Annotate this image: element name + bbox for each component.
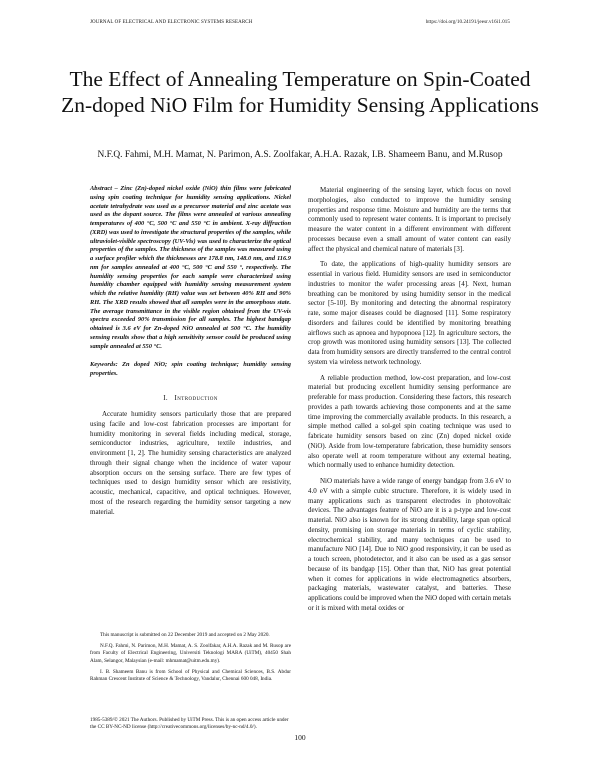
left-column xyxy=(90,185,291,517)
footnote-affiliation-crescent: I. B. Shameem Banu is from School of Physical and Chemical Sciences, B.S. Abdur Rahman Crescent Institute of Science & Technology, Vandalur, Chennai 600 048, India. xyxy=(90,668,291,683)
abstract: Abstract – Zinc (Zn)-doped nickel oxide (NiO) thin films were fabricated using spin coating technique for humidity sensing applications. Nickel acetate tetrahydrate was used as a precursor material and zinc acetate was used as the dopant source. The films were annealed at various annealing temperatures of 400 °C, 500 °C and 550 °C in ambient. X-ray diffraction (XRD) was used to investigate the structural properties of the samples, while ultraviolet-visible spectroscopy (UV-Vis) was used to characterize the optical properties of the samples. The thickness of the samples was measured using a surface profiler which the thicknesses are 178.8 nm, 148.0 nm, and 116.9 nm for samples annealed at 400 °C, 500 °C and 550 °, respectively. The humidity sensing properties for each sample were characterized using humidity chamber equipped with humidity sensing measurement system which the relative humidity (RH) value was set between 40% RH and 90% RH. The XRD results showed that all samples were in the amorphous state. The average transmittance in the visible region obtained from the UV-vis spectra exceeded 90% transmission for all samples. The highest bandgap obtained is 3.6 eV for Zn-doped NiO annealed at 500 °C. The humidity sensing results show that a high sensitivity sensor could be produced using sample annealed at 550 °C. xyxy=(90,185,291,350)
page-number: 100 xyxy=(294,733,306,742)
section-heading xyxy=(90,394,291,404)
footnotes xyxy=(90,632,291,687)
section-title: Introduction xyxy=(174,394,218,403)
body-paragraph: To date, the applications of high-quality humidity sensors are essential in various field. Humidity sensors are used in semiconductor industries to monitor the wafer processing areas [4]. Next, human breathing can be monitored by using humidity sensor in the medical sector [5-10]. By monitoring and detecting the abnormal respiratory rate, some major diseases could be diagnosed [11]. Some respiratory disorders and failures could be identified by monitoring breathing airflows such as apnoea and hypopnoea [12]. In agriculture sectors, the crop growth was monitored using humidity sensors [13]. The collected data from humidity sensors are directly transferred to the central control system via wireless network technology. xyxy=(308,260,511,366)
body-paragraph: Material engineering of the sensing layer, which focus on novel morphologies, also conducted to improve the humidity sensing properties and response time. Moisture and humidity are the terms that commonly used to represent water contents. It is important to precisely measure the water content in a different environment with different processes because even a small amount of water content can easily affect the physical and chemical nature of materials [3]. xyxy=(308,186,511,253)
right-column xyxy=(308,186,511,614)
running-header xyxy=(90,20,510,30)
journal-name: JOURNAL OF ELECTRICAL AND ELECTRONIC SYSTEMS RESEARCH xyxy=(90,20,253,25)
footnote-submission: This manuscript is submitted on 22 December 2019 and accepted on 2 May 2020. xyxy=(100,632,270,638)
paper-title: The Effect of Annealing Temperature on Spin-Coated Zn-doped NiO Film for Humidity Sensing Applications xyxy=(61,67,539,117)
section-number: I. xyxy=(163,394,169,403)
footnote-affiliation-uitm: N.F.Q. Fahmi, N. Parimon, M.H. Mamat, A. S. Zoolfakar, A.H.A. Razak and M. Rusop are from Faculty of Electrical Engineering, Universiti Teknologi MARA (UiTM), 40450 Shah Alam, Selangor, Malaysian (e-mail: mhmamat@uitm.edu.my). xyxy=(90,643,291,664)
body-paragraph: NiO materials have a wide range of energy bandgap from 3.6 eV to 4.0 eV with a simple cubic structure. Therefore, it is widely used in many applications such as transparent electrodes in photovoltaic devices. The advantages feature of NiO are it is a p-type and low-cost material. NiO also is known for its strong durability, large span optical density, promising ion storage materials in terms of cyclic stability, electrochemical stability, and many techniques can be used to manufacture NiO [14]. Due to NiO good responsivity, it can be used as a touch screen, photodetector, and it also can be used as a gas sensor because of its bandgap [15]. Other than that, NiO has great potential when it comes for applications in wide electromagnetics absorbers, packaging materials, wastewater catalyst, and batteries. These applications could be improved when the NiO doped with certain metals or it is mixed with metal oxides or xyxy=(308,477,511,612)
body-paragraph: A reliable production method, low-cost preparation, and low-cost material but producing excellent humidity sensing performance are preferable for mass production. Considering these factors, this research provides a path towards achieving those components and at the same time improving the commercially available products. In this research, a simple method called a sol-gel spin coating technique was used to fabricate humidity sensors based on zinc (Zn) doped nickel oxide (NiO). Aside from low-temperature fabrication, these humidity sensors also operate well at room temperature without any external heating, which normally used to enhance humidity detection. xyxy=(308,373,511,470)
author-list: N.F.Q. Fahmi, M.H. Mamat, N. Parimon, A.S. Zoolfakar, A.H.A. Razak, I.B. Shameem Banu, and M.Rusop xyxy=(97,150,503,160)
keywords: Keywords: Zn doped NiO; spin coating technique; humidity sensing properties. xyxy=(90,361,291,377)
doi-link[interactable]: https://doi.org/10.24191/jeesr.v16i1.015 xyxy=(425,20,510,25)
copyright-notice: 1985-5389/© 2021 The Authors. Published by UiTM Press. This is an open access article under the CC BY-NC-ND license (http://creativecommons.org/licenses/by-nc-nd/4.0/). xyxy=(90,717,289,731)
intro-paragraph: Accurate humidity sensors particularly those that are prepared using facile and low-cost fabrication processes are important for humidity monitoring in several fields including medical, storage, semiconductor industries, agriculture, textile industries, and environment [1, 2]. The humidity sensing characteristics are analyzed through their signal change when the incidence of water vapour absorption occurs on the sensing surface. There are few types of techniques used to design humidity sensor which are resistivity, acoustic, mechanical, capacitive, and optical techniques. However, most of the research regarding the humidity sensor targeting a new material. xyxy=(90,410,291,516)
